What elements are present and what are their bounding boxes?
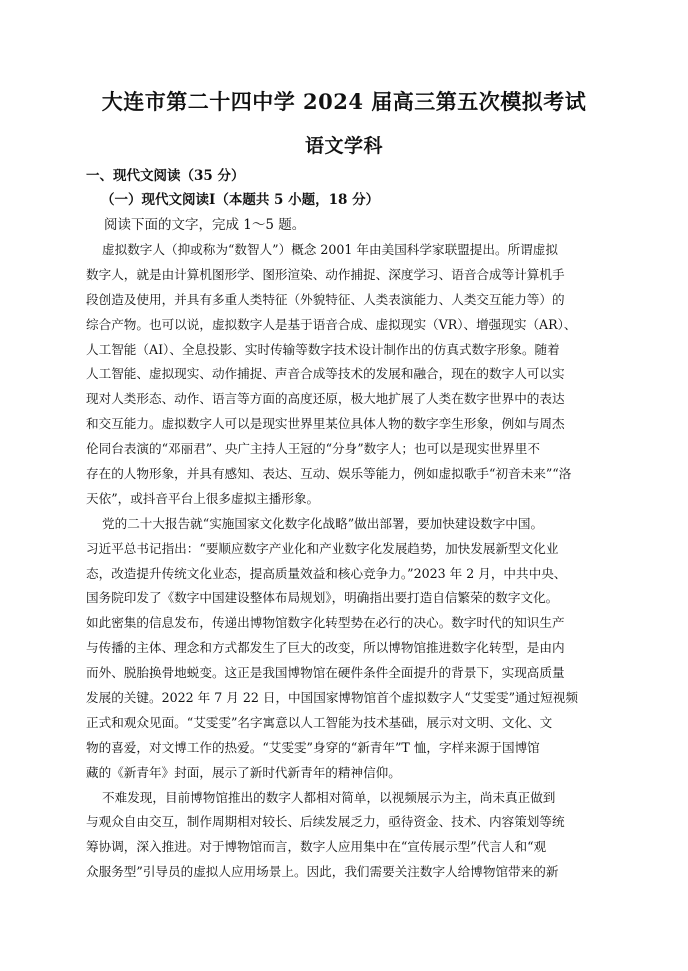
- passage-line: 和交互能力。虚拟数字人可以是现实世界里某位具体人物的数字孪生形象，例如与周杰: [86, 416, 565, 432]
- passage-paragraph: [86, 512, 626, 786]
- passage-line: 虚拟数字人（抑或称为“数智人”）概念 2001 年由美国科学家联盟提出。所谓虚拟: [102, 242, 558, 257]
- reading-instruction: 阅读下面的文字，完成 1～5 题。: [104, 217, 306, 233]
- passage-line: 态，改造提升传统文化业态，提高质量效益和核心竞争力。”2023 年 2 月，中共中央、: [86, 565, 567, 581]
- passage-line: 存在的人物形象，并具有感知、表达、互动、娱乐等能力，例如虚拟歌手“初音未来”“洛: [86, 466, 572, 482]
- passage-line: 与传播的主体、理念和方式都发生了巨大的改变，所以博物馆推进数字化转型，是由内: [86, 640, 565, 656]
- passage-line: 正式和观众见面。“艾雯雯”名字寓意以人工智能为技术基础，展示对文明、文化、文: [86, 714, 553, 730]
- passage-line: 习近平总书记指出：“要顺应数字产业化和产业数字化发展趋势，加快发展新型文化业: [86, 540, 559, 556]
- passage-line: 人工智能、虚拟现实、动作捕捉、声音合成等技术的发展和融合，现在的数字人可以实: [86, 366, 565, 382]
- passage-line: 发展的关键。2022 年 7 月 22 日，中国国家博物馆首个虚拟数字人“艾雯雯”通过短视频: [86, 690, 578, 706]
- passage-line: 如此密集的信息发布，传递出博物馆数字化转型势在必行的决心。数字时代的知识生产: [86, 615, 565, 631]
- subsection-heading: （一）现代文阅读Ⅰ（本题共 5 小题，18 分）: [101, 192, 380, 208]
- passage-line: 与观众自由交互，制作周期相对较长、后续发展乏力，亟待资金、技术、内容策划等统: [86, 814, 565, 830]
- passage-line: 人工智能（AI）、全息投影、实时传输等数字技术设计制作出的仿真式数字形象。随着: [86, 341, 560, 357]
- passage-line: 数字人，就是由计算机图形学、图形渲染、动作捕捉、深度学习、语音合成等计算机手: [86, 266, 565, 282]
- passage-paragraph: [86, 238, 626, 512]
- passage-line: 藏的《新青年》封面，展示了新时代新青年的精神信仰。: [86, 764, 401, 780]
- passage-line: 物的喜爱，对文博工作的热爱。“艾雯雯”身穿的“新青年”T 恤，字样来源于国博馆: [86, 739, 540, 755]
- exam-title: 大连市第二十四中学 2024 届高三第五次模拟考试: [101, 89, 587, 114]
- passage-body: [86, 238, 626, 885]
- passage-line: 综合产物。也可以说，虚拟数字人是基于语音合成、虚拟现实（VR）、增强现实（AR）、: [86, 316, 577, 332]
- passage-paragraph: [86, 786, 626, 886]
- passage-line: 不难发现，目前博物馆推出的数字人都相对简单，以视频展示为主，尚未真正做到: [102, 789, 556, 805]
- passage-line: 段创造及使用，并具有多重人类特征（外貌特征、人类表演能力、人类交互能力等）的: [86, 291, 565, 307]
- section-heading: 一、现代文阅读（35 分）: [86, 168, 245, 184]
- passage-line: 党的二十大报告就“实施国家文化数字化战略”做出部署，要加快建设数字中国。: [102, 515, 544, 531]
- passage-line: 天依”，或抖音平台上很多虚拟主播形象。: [86, 490, 320, 506]
- passage-line: 现对人类形态、动作、语言等方面的高度还原，极大地扩展了人类在数字世界中的表达: [86, 391, 565, 407]
- passage-line: 众服务型”引导员的虚拟人应用场景上。因此，我们需要关注数字人给博物馆带来的新: [86, 864, 559, 880]
- exam-subject: 语文学科: [304, 135, 383, 157]
- passage-line: 伦同台表演的“邓丽君”、央广主持人王冠的“分身”数字人；也可以是现实世界里不: [86, 441, 540, 457]
- passage-line: 筹协调，深入推进。对于博物馆而言，数字人应用集中在“宣传展示型”代言人和“观: [86, 839, 547, 855]
- passage-line: 国务院印发了《数字中国建设整体布局规划》，明确指出要打造自信繁荣的数字文化。: [86, 590, 559, 606]
- passage-line: 而外、脱胎换骨地蜕变。这正是我国博物馆在硬件条件全面提升的背景下，实现高质量: [86, 665, 565, 681]
